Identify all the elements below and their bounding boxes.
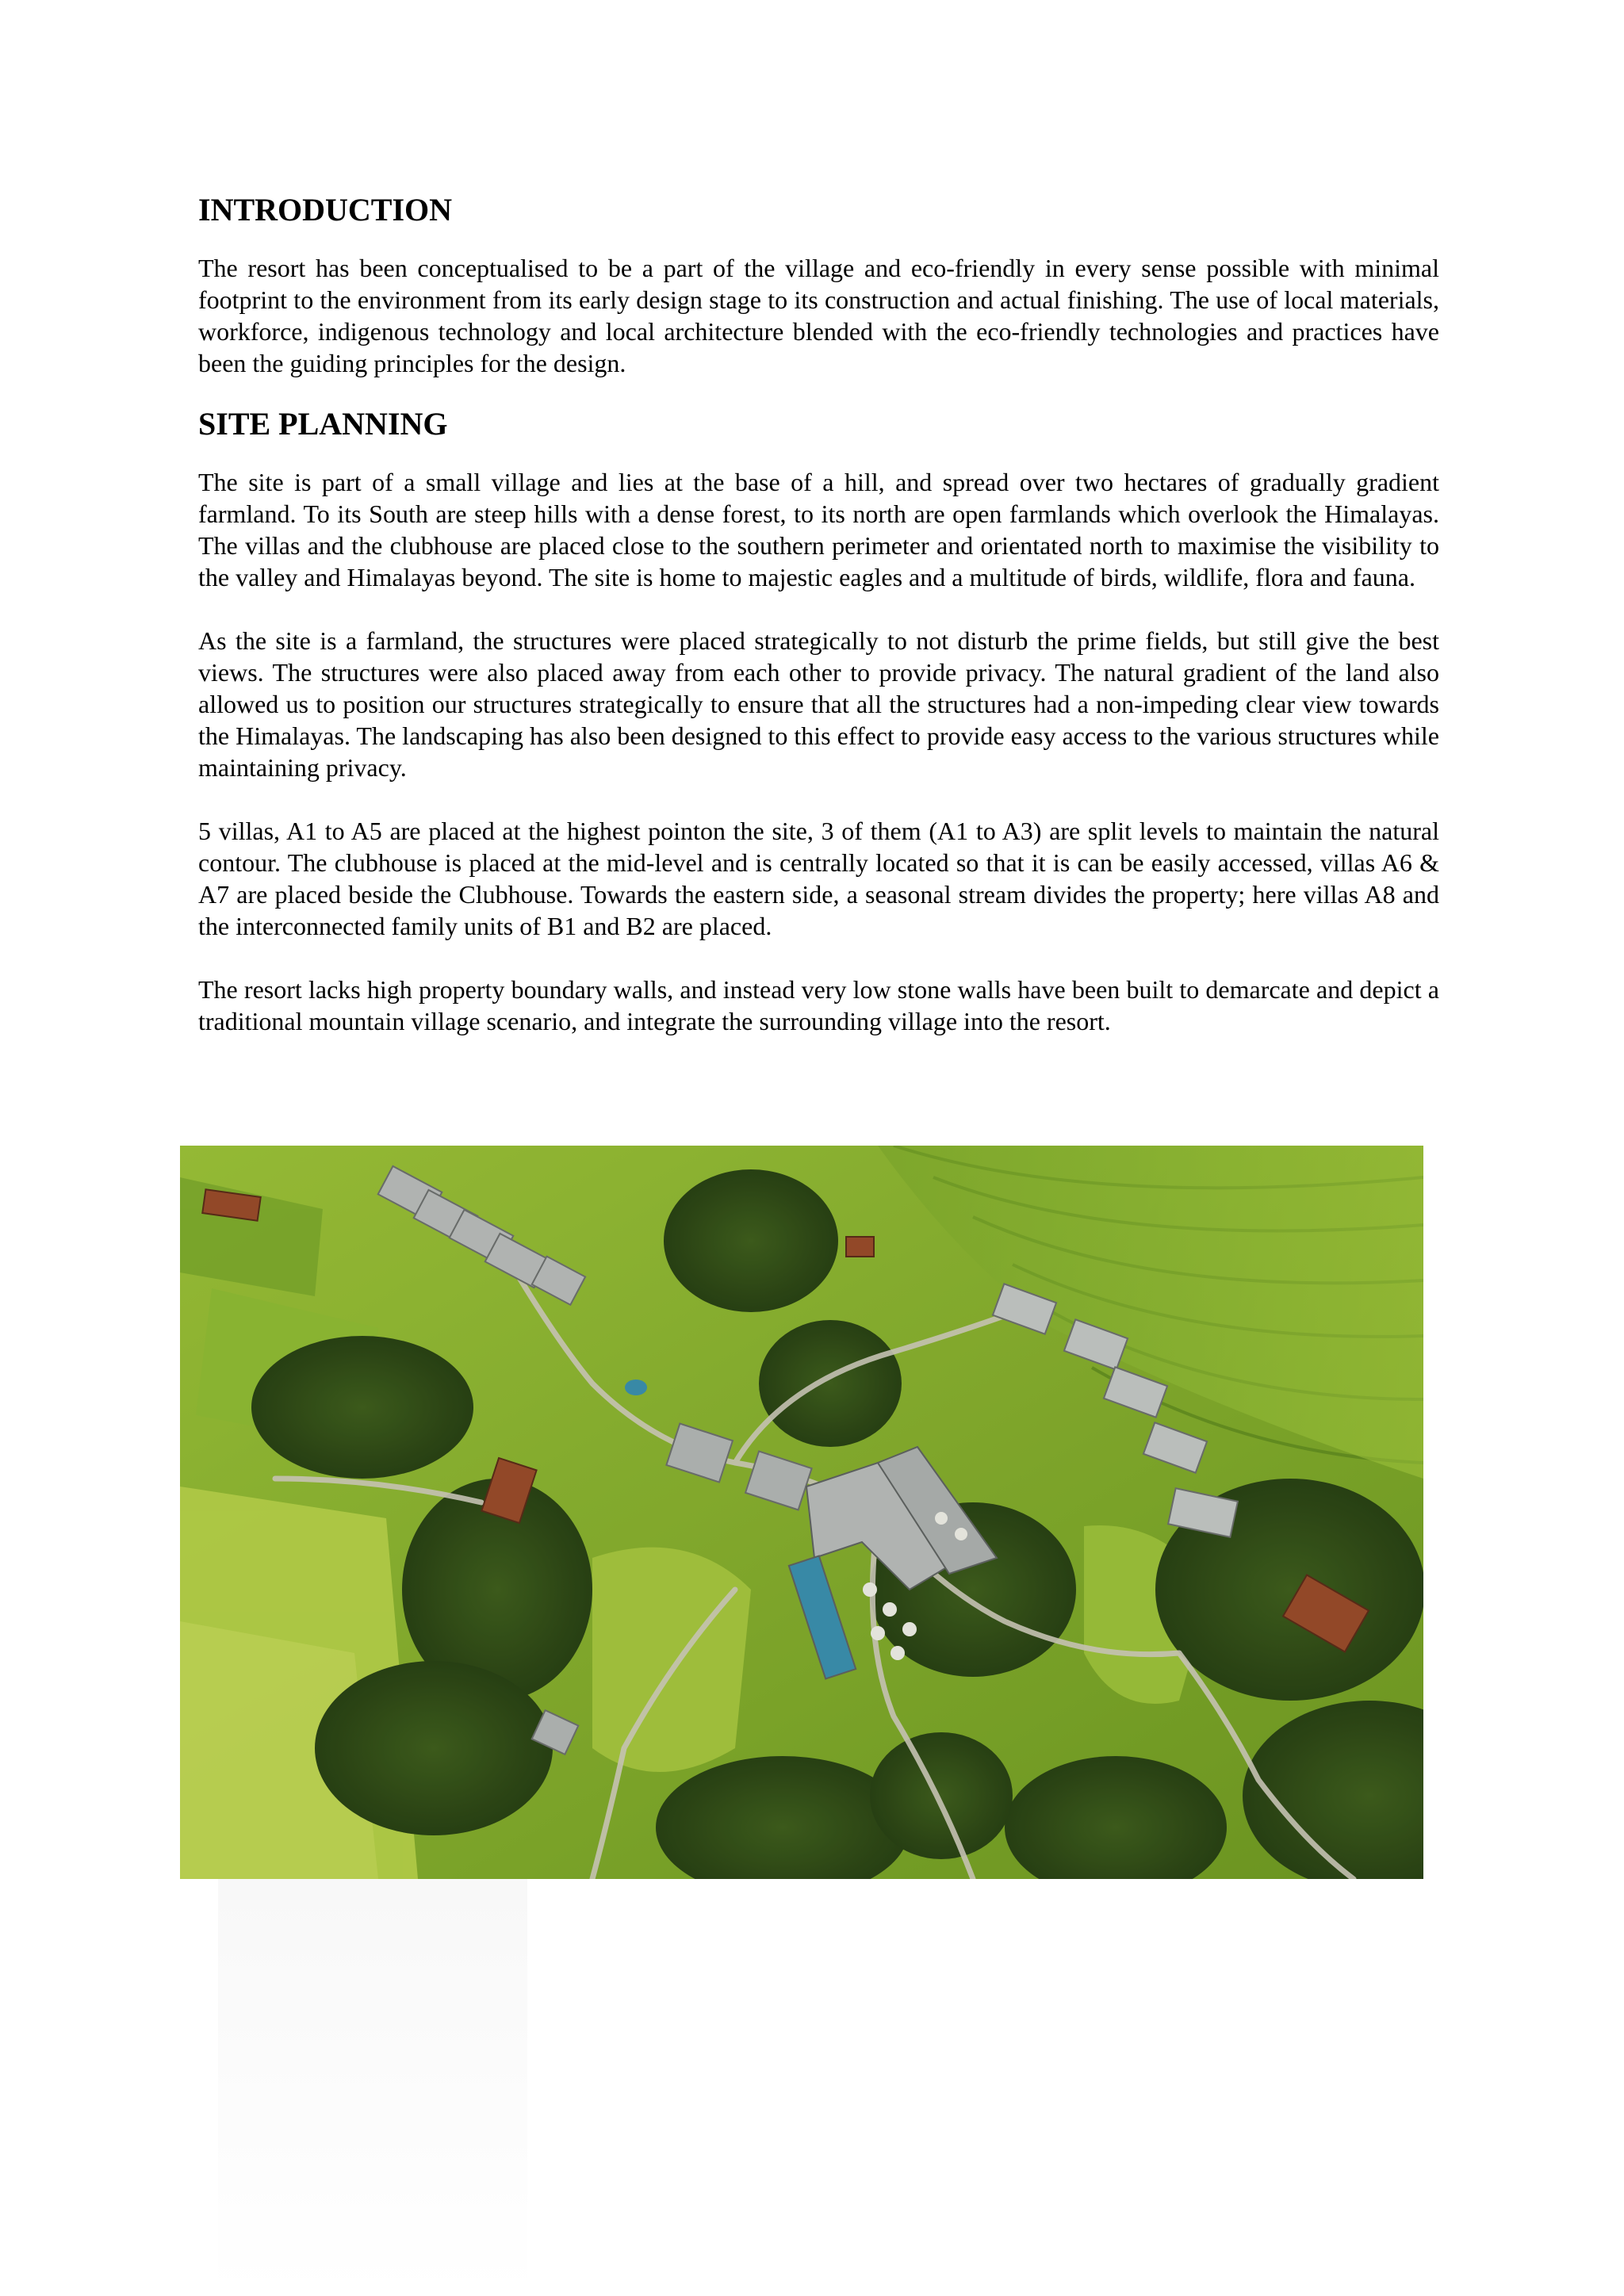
site-planning-paragraph-1: The site is part of a small village and lies at the base of a hill, and spread over two hectares of gradually gradient farmland. To its South are steep hills with a dense forest, to its north are open farmlands which overlook the Himalayas. The villas and the clubhouse are placed close to the southern perimeter and orientated north to maximise the visibility to the valley and Himalayas beyond. The site is home to majestic eagles and a multitude of birds, wildlife, flora and fauna. bbox=[198, 468, 1439, 591]
aerial-photo-illustration bbox=[180, 1146, 1423, 1879]
site-planning-paragraph-4: The resort lacks high property boundary walls, and instead very low stone walls have been built to demarcate and depict a traditional mountain village scenario, and integrate the surrounding village into the resort. bbox=[198, 975, 1439, 1035]
document-content bbox=[198, 190, 1439, 1069]
site-planning-paragraph-3: 5 villas, A1 to A5 are placed at the highest pointon the site, 3 of them (A1 to A3) are split levels to maintain the natural contour. The clubhouse is placed at the mid-level and is centrally located so that it is can be easily accessed, villas A6 & A7 are placed beside the Clubhouse. Towards the eastern side, a seasonal stream divides the property; here villas A8 and the interconnected family units of B1 and B2 are placed. bbox=[198, 817, 1439, 940]
heading-introduction: INTRODUCTION bbox=[198, 192, 453, 228]
heading-site-planning: SITE PLANNING bbox=[198, 406, 448, 442]
photo-shade bbox=[180, 1146, 1423, 1879]
intro-paragraph: The resort has been conceptualised to be a part of the village and eco-friendly in every sense possible with minimal footprint to the environment from its early design stage to its construction and actual finishing. The use of local materials, workforce, indigenous technology and local architecture blended with the eco-friendly technologies and practices have been the guiding principles for the design. bbox=[198, 254, 1439, 377]
site-planning-paragraph-2: As the site is a farmland, the structures were placed strategically to not disturb the prime fields, but still give the best views. The structures were also placed away from each other to provide privacy. The natural gradient of the land also allowed us to position our structures strategically to ensure that all the structures had a non-impeding clear view towards the Himalayas. The landscaping has also been designed to this effect to provide easy access to the various structures while maintaining privacy. bbox=[198, 626, 1439, 782]
scan-shadow bbox=[218, 1879, 527, 2296]
aerial-site-photo bbox=[180, 1146, 1423, 1879]
